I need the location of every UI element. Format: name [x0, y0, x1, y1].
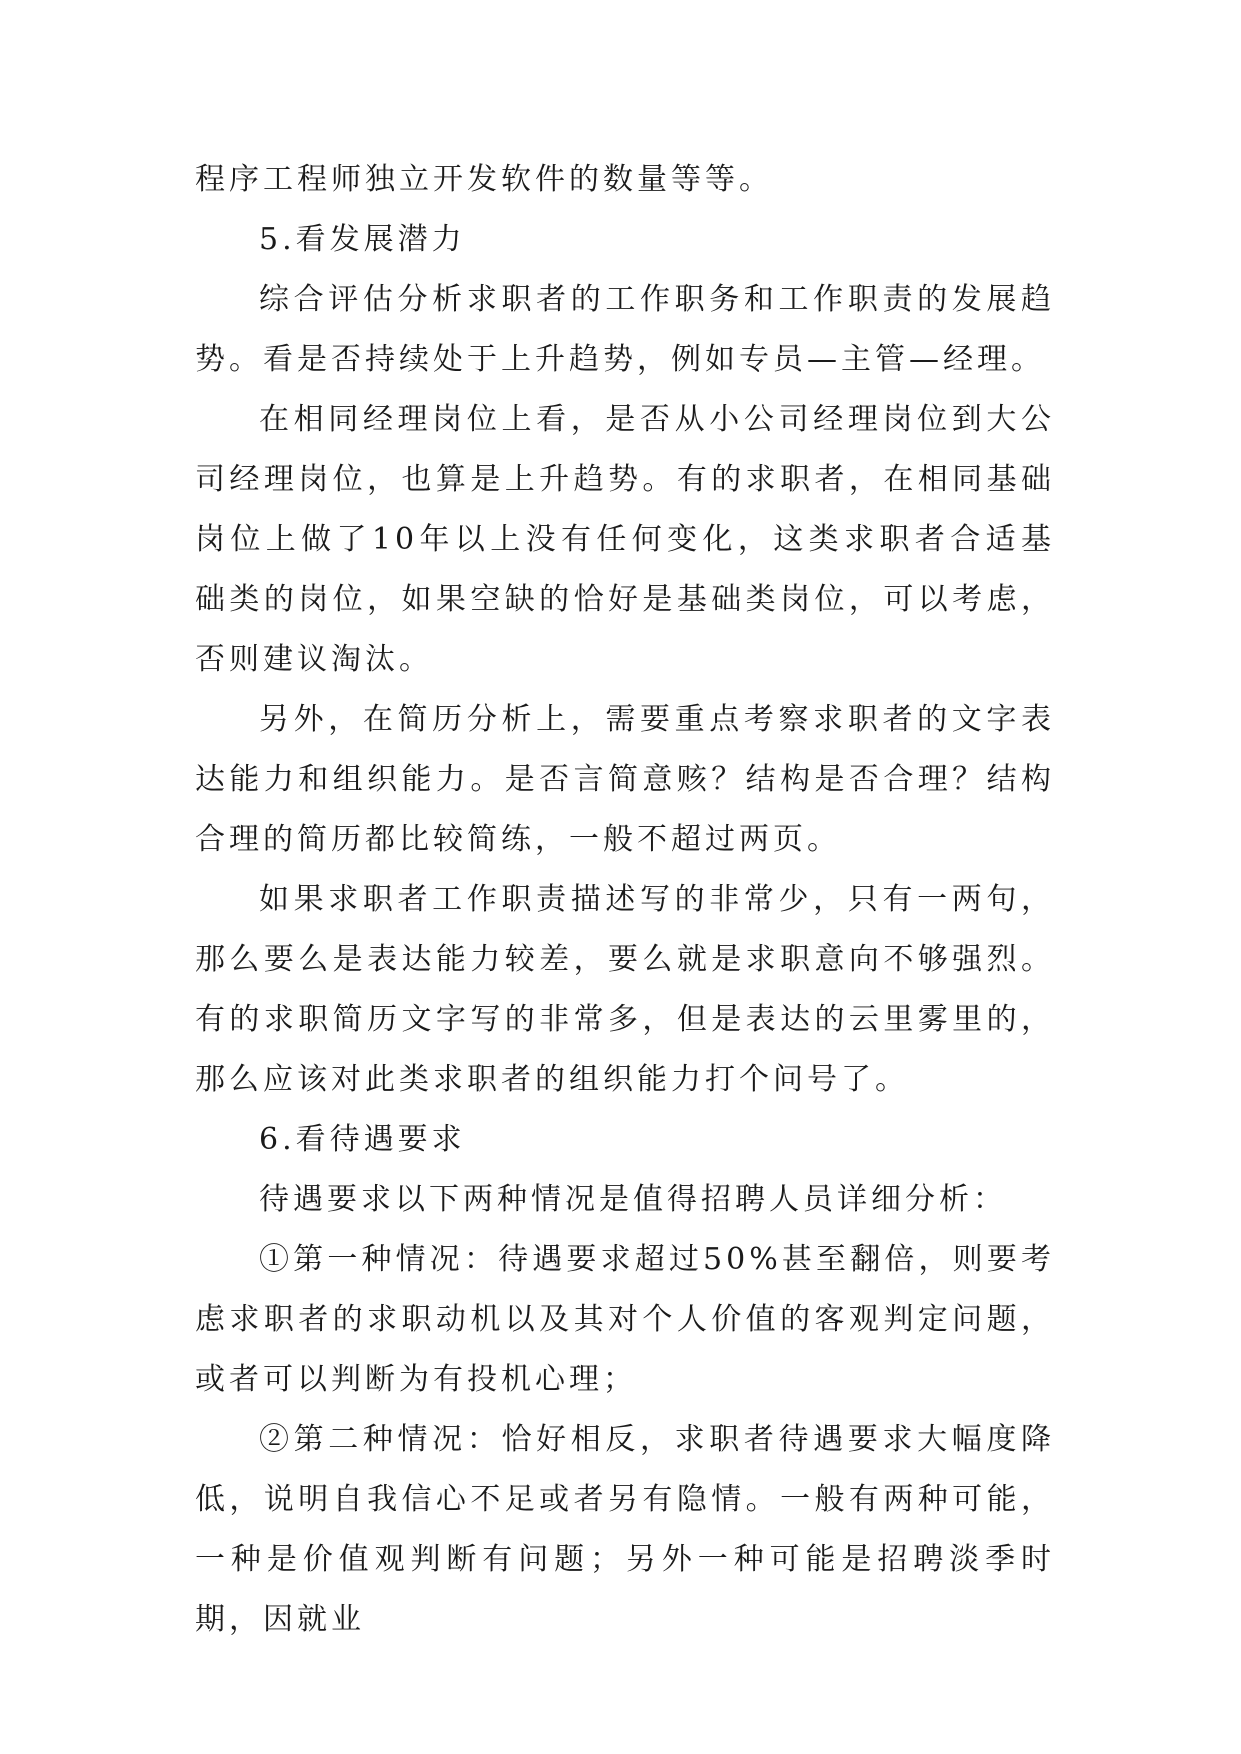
section-heading-development-potential: 5.看发展潜力 [259, 222, 466, 257]
paragraph: 另外，在简历分析上，需要重点考察求职者的文字表达能力和组织能力。是否言简意赅？结构是否合理？结构合理的简历都比较简练，一般不超过两页。 [195, 702, 1055, 857]
document-body [195, 150, 1055, 1650]
section-heading-salary-requirement: 6.看待遇要求 [259, 1122, 466, 1157]
paragraph-continuation: 程序工程师独立开发软件的数量等等。 [195, 162, 773, 197]
list-item-second-case: ②第二种情况：恰好相反，求职者待遇要求大幅度降低，说明自我信心不足或者另有隐情。一般有两种可能，一种是价值观判断有问题；另外一种可能是招聘淡季时期，因就业 [195, 1422, 1055, 1637]
list-item-first-case: ①第一种情况：待遇要求超过50%甚至翻倍，则要考虑求职者的求职动机以及其对个人价值的客观判定问题，或者可以判断为有投机心理； [195, 1242, 1055, 1397]
paragraph: 综合评估分析求职者的工作职务和工作职责的发展趋势。看是否持续处于上升趋势，例如专员—主管—经理。 [195, 282, 1055, 377]
paragraph: 在相同经理岗位上看，是否从小公司经理岗位到大公司经理岗位，也算是上升趋势。有的求职者，在相同基础岗位上做了10年以上没有任何变化，这类求职者合适基础类的岗位，如果空缺的恰好是基础类岗位，可以考虑，否则建议淘汰。 [195, 402, 1055, 677]
paragraph: 待遇要求以下两种情况是值得招聘人员详细分析： [259, 1182, 1007, 1217]
paragraph: 如果求职者工作职责描述写的非常少，只有一两句，那么要么是表达能力较差，要么就是求职意向不够强烈。有的求职简历文字写的非常多，但是表达的云里雾里的，那么应该对此类求职者的组织能力打个问号了。 [195, 882, 1055, 1097]
